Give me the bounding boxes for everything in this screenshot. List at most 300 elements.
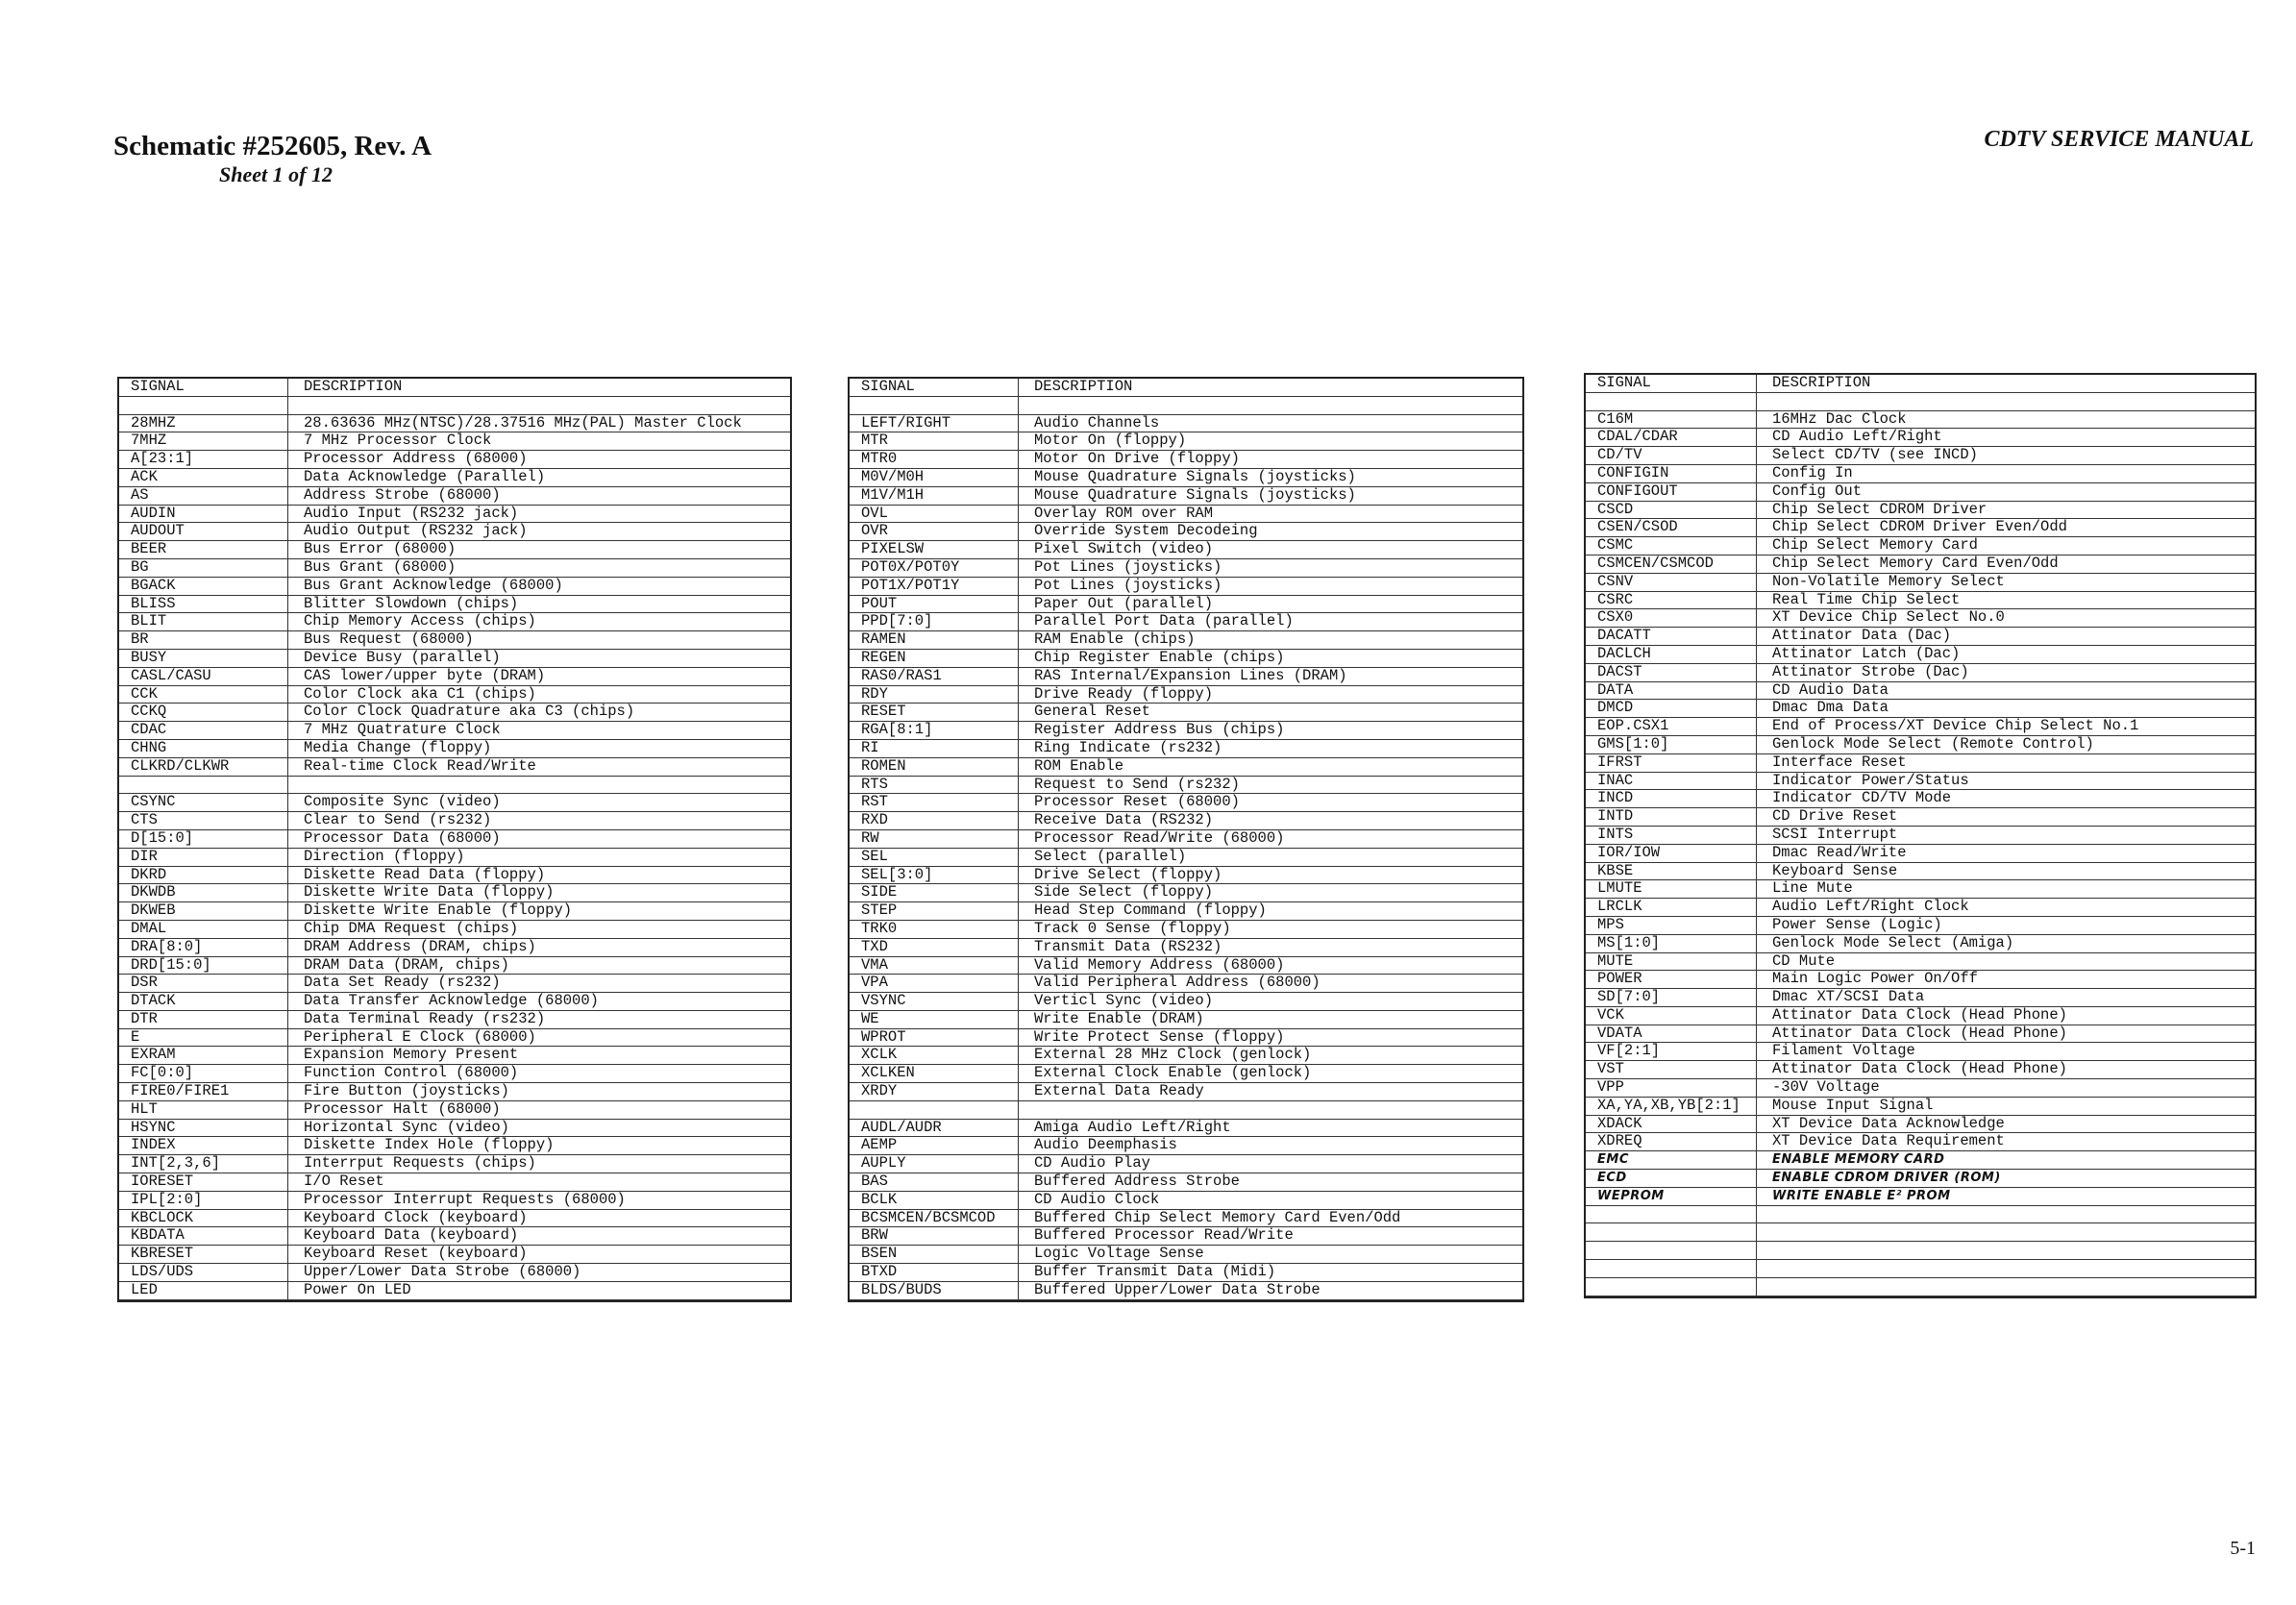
manual-title: CDTV SERVICE MANUAL <box>1984 127 2254 152</box>
signal-description: Genlock Mode Select (Remote Control) <box>1772 735 2094 753</box>
table-row <box>119 921 790 939</box>
table-row <box>1586 465 2255 483</box>
signal-description: ENABLE CDROM DRIVER (ROM) <box>1772 1171 2001 1186</box>
signal-name: CTS <box>119 812 288 829</box>
signal-name: VMA <box>850 957 1019 975</box>
signal-name: AS <box>119 487 288 505</box>
signal-name: DTACK <box>119 993 288 1010</box>
signal-column-header: SIGNAL <box>119 379 288 396</box>
signal-name: CSYNC <box>119 794 288 811</box>
signal-name: RXD <box>850 812 1019 829</box>
description-column-header: DESCRIPTION <box>304 379 403 395</box>
signal-description: Amiga Audio Left/Right <box>1034 1119 1231 1136</box>
signal-name: XRDY <box>850 1083 1019 1100</box>
signal-name: STEP <box>850 902 1019 920</box>
signal-name: INDEX <box>119 1137 288 1154</box>
signal-name: E <box>119 1029 288 1047</box>
signal-name: KBCLOCK <box>119 1210 288 1227</box>
signal-description: Processor Reset (68000) <box>1034 794 1240 811</box>
table-row <box>1586 411 2255 430</box>
table-row <box>119 1173 790 1192</box>
signal-description: CD Audio Clock <box>1034 1191 1160 1208</box>
table-row <box>1586 1170 2255 1188</box>
signal-name: OVR <box>850 523 1019 540</box>
signal-name: D[15:0] <box>119 830 288 848</box>
signal-description: Head Step Command (floppy) <box>1034 902 1267 920</box>
signal-name <box>1586 1260 1757 1277</box>
table-row <box>119 993 790 1011</box>
table-row <box>1586 953 2255 972</box>
signal-name: DATA <box>1586 682 1757 700</box>
signal-name: RST <box>850 794 1019 811</box>
signal-name: BLIT <box>119 613 288 630</box>
table-row <box>119 1137 790 1155</box>
signal-name: DKWDB <box>119 884 288 901</box>
signal-description: 16MHz Dac Clock <box>1772 410 1907 428</box>
signal-description <box>1757 1206 2255 1223</box>
signal-name: KBSE <box>1586 863 1757 880</box>
signal-description <box>1019 1101 1522 1119</box>
table-row <box>119 1029 790 1048</box>
signal-name: WEPROM <box>1586 1188 1757 1205</box>
signal-description: Clear to Send (rs232) <box>304 812 492 829</box>
signal-description: Paper Out (parallel) <box>1034 595 1214 612</box>
signal-name: BEER <box>119 541 288 558</box>
signal-description: Mouse Input Signal <box>1772 1097 1934 1114</box>
signal-description: Diskette Index Hole (floppy) <box>304 1137 555 1154</box>
signal-name <box>1586 1223 1757 1241</box>
table-row <box>850 1246 1522 1264</box>
signal-description: Address Strobe (68000) <box>304 486 501 504</box>
signal-description: Power Sense (Logic) <box>1772 916 1942 933</box>
signal-description <box>1019 397 1522 414</box>
signal-name: AUPLY <box>850 1155 1019 1173</box>
signal-name: INCD <box>1586 790 1757 807</box>
signal-description: 7 MHz Processor Clock <box>304 432 492 450</box>
signal-name: INTD <box>1586 808 1757 826</box>
table-row <box>850 451 1522 469</box>
table-row <box>119 777 790 795</box>
table-row <box>850 902 1522 921</box>
table-row <box>1586 917 2255 935</box>
table-row <box>850 1155 1522 1173</box>
table-row <box>850 650 1522 668</box>
signal-description: Processor Read/Write (68000) <box>1034 829 1285 847</box>
signal-description: Pot Lines (joysticks) <box>1034 577 1222 594</box>
signal-description: Diskette Write Data (floppy) <box>304 884 555 901</box>
signal-description: Valid Memory Address (68000) <box>1034 956 1285 974</box>
signal-description: Verticl Sync (video) <box>1034 993 1214 1010</box>
signal-name: DKWEB <box>119 902 288 920</box>
signal-name: INTS <box>1586 827 1757 844</box>
signal-description: Track 0 Sense (floppy) <box>1034 920 1231 937</box>
signal-name: PPD[7:0] <box>850 613 1019 630</box>
table-row <box>119 487 790 506</box>
table-row <box>119 432 790 451</box>
signal-description: Keyboard Reset (keyboard) <box>304 1246 528 1263</box>
signal-name: BR <box>119 631 288 649</box>
signal-description: Buffered Address Strobe <box>1034 1173 1240 1191</box>
signal-name: BCLK <box>850 1192 1019 1209</box>
table-row <box>119 1083 790 1101</box>
signal-description: SCSI Interrupt <box>1772 826 1898 843</box>
signal-description: Power On LED <box>304 1281 411 1298</box>
table-row <box>850 469 1522 487</box>
signal-description: Diskette Write Enable (floppy) <box>304 902 573 920</box>
table-row <box>1586 537 2255 556</box>
signal-description: Ring Indicate (rs232) <box>1034 739 1222 756</box>
signal-name: 28MHZ <box>119 415 288 432</box>
signal-description: Attinator Data Clock (Head Phone) <box>1772 1006 2067 1024</box>
signal-description: Processor Data (68000) <box>304 829 501 847</box>
signal-description: Interrput Requests (chips) <box>304 1155 536 1173</box>
signal-description: Data Terminal Ready (rs232) <box>304 1010 546 1027</box>
signal-description: Drive Select (floppy) <box>1034 866 1222 883</box>
table-row <box>1586 827 2255 845</box>
signal-name: IFRST <box>1586 754 1757 772</box>
signal-description: Attinator Data (Dac) <box>1772 628 1952 645</box>
signal-name: AUDL/AUDR <box>850 1120 1019 1137</box>
signal-description: Upper/Lower Data Strobe (68000) <box>304 1264 581 1281</box>
signal-description: Function Control (68000) <box>304 1065 519 1082</box>
signal-name: VF[2:1] <box>1586 1043 1757 1060</box>
signal-name: VDATA <box>1586 1025 1757 1043</box>
table-row <box>850 506 1522 524</box>
signal-description: Diskette Read Data (floppy) <box>304 866 546 883</box>
signal-name: DACST <box>1586 664 1757 681</box>
signal-name: VCK <box>1586 1007 1757 1025</box>
signal-description: ROM Enable <box>1034 757 1124 775</box>
table-row <box>119 1047 790 1065</box>
table-row <box>850 668 1522 686</box>
table-row <box>1586 483 2255 502</box>
signal-name: MPS <box>1586 917 1757 934</box>
signal-description: Bus Request (68000) <box>304 631 474 649</box>
signal-name: DACATT <box>1586 628 1757 645</box>
signal-description: Processor Halt (68000) <box>304 1100 501 1118</box>
signal-description: Dmac Dma Data <box>1772 700 1889 717</box>
signal-column-header: SIGNAL <box>1586 375 1757 392</box>
signal-name: DSR <box>119 975 288 992</box>
signal-name: CSNV <box>1586 574 1757 591</box>
signal-description: Drive Ready (floppy) <box>1034 685 1214 703</box>
signal-description: Dmac XT/SCSI Data <box>1772 989 1925 1006</box>
signal-name: IPL[2:0] <box>119 1192 288 1209</box>
signal-name: SEL <box>850 849 1019 866</box>
signal-description: XT Device Chip Select No.0 <box>1772 609 2005 627</box>
signal-description: ENABLE MEMORY CARD <box>1772 1152 1945 1168</box>
signal-name: RTS <box>850 777 1019 794</box>
table-row <box>119 596 790 614</box>
signal-name: XCLK <box>850 1047 1019 1064</box>
signal-name: BCSMCEN/BCSMCOD <box>850 1210 1019 1227</box>
signal-description: Transmit Data (RS232) <box>1034 938 1222 955</box>
signal-name: BG <box>119 559 288 577</box>
signal-description: Audio Left/Right Clock <box>1772 899 1969 916</box>
signal-name: FC[0:0] <box>119 1065 288 1082</box>
signal-table-3 <box>1584 373 2257 1298</box>
signal-description <box>288 397 790 414</box>
signal-description: Data Set Ready (rs232) <box>304 975 501 992</box>
signal-name: CLKRD/CLKWR <box>119 758 288 776</box>
table-row <box>1586 754 2255 773</box>
table-row <box>1586 447 2255 465</box>
signal-name: HSYNC <box>119 1120 288 1137</box>
table-row <box>850 1011 1522 1029</box>
schematic-title: Schematic #252605, Rev. A <box>113 131 432 161</box>
signal-description: Audio Output (RS232 jack) <box>304 523 528 540</box>
signal-name: LMUTE <box>1586 880 1757 898</box>
table-row <box>1586 556 2255 574</box>
signal-name <box>1586 1206 1757 1223</box>
table-row <box>119 1011 790 1029</box>
table-row <box>119 740 790 758</box>
signal-description: Keyboard Sense <box>1772 862 1898 879</box>
signal-description: Chip Select CDROM Driver Even/Odd <box>1772 519 2067 536</box>
signal-description: Chip DMA Request (chips) <box>304 920 519 937</box>
signal-description: Motor On (floppy) <box>1034 432 1187 450</box>
table-header-row <box>1586 375 2255 393</box>
signal-name: M1V/M1H <box>850 487 1019 505</box>
signal-name: EMC <box>1586 1151 1757 1169</box>
signal-description: CAS lower/upper byte (DRAM) <box>304 667 546 684</box>
signal-name: DIR <box>119 849 288 866</box>
table-row <box>850 559 1522 578</box>
signal-name: XDREQ <box>1586 1133 1757 1150</box>
description-column-header: DESCRIPTION <box>1034 379 1133 395</box>
signal-description: Interface Reset <box>1772 753 1907 771</box>
table-row <box>850 1227 1522 1246</box>
signal-name: VPP <box>1586 1079 1757 1097</box>
signal-description: Genlock Mode Select (Amiga) <box>1772 934 2014 951</box>
table-row <box>1586 736 2255 754</box>
signal-description: End of Process/XT Device Chip Select No.1 <box>1772 718 2139 735</box>
signal-name: LEFT/RIGHT <box>850 415 1019 432</box>
table-row <box>850 830 1522 849</box>
signal-description: WRITE ENABLE E² PROM <box>1772 1188 1951 1203</box>
table-row <box>119 849 790 867</box>
table-row <box>119 1227 790 1246</box>
signal-name: PIXELSW <box>850 541 1019 558</box>
table-row <box>850 884 1522 902</box>
signal-name: AUDIN <box>119 506 288 523</box>
signal-description: Media Change (floppy) <box>304 739 492 756</box>
signal-name: POT0X/POT0Y <box>850 559 1019 577</box>
signal-name: KBDATA <box>119 1227 288 1245</box>
table-row <box>1586 1223 2255 1242</box>
signal-name: TRK0 <box>850 921 1019 938</box>
signal-description: Bus Grant (68000) <box>304 558 457 576</box>
signal-description: Filament Voltage <box>1772 1043 1915 1060</box>
table-row <box>850 415 1522 433</box>
table-row <box>850 397 1522 415</box>
signal-description: Color Clock Quadrature aka C3 (chips) <box>304 704 635 721</box>
signal-description: Processor Interrupt Requests (68000) <box>304 1191 626 1208</box>
signal-name <box>1586 393 1757 410</box>
signal-name: SD[7:0] <box>1586 989 1757 1006</box>
signal-name: CSX0 <box>1586 609 1757 627</box>
signal-name: VSYNC <box>850 993 1019 1010</box>
signal-description: Attinator Strobe (Dac) <box>1772 663 1969 680</box>
signal-description: Audio Channels <box>1034 414 1160 432</box>
signal-name: BSEN <box>850 1246 1019 1263</box>
signal-name: CDAC <box>119 722 288 739</box>
signal-description: XT Device Data Acknowledge <box>1772 1115 2005 1132</box>
signal-name: CSCD <box>1586 502 1757 519</box>
signal-description: Mouse Quadrature Signals (joysticks) <box>1034 468 1356 485</box>
signal-name: CHNG <box>119 740 288 757</box>
table-row <box>119 650 790 668</box>
signal-description: Peripheral E Clock (68000) <box>304 1028 536 1046</box>
table-row <box>1586 1242 2255 1260</box>
table-row <box>1586 574 2255 592</box>
signal-name: BRW <box>850 1227 1019 1245</box>
signal-description: Chip Select CDROM Driver <box>1772 501 1987 518</box>
signal-description: Select CD/TV (see INCD) <box>1772 447 1978 464</box>
table-row <box>119 541 790 559</box>
table-row <box>119 668 790 686</box>
signal-description: Request to Send (rs232) <box>1034 776 1240 793</box>
signal-name: CD/TV <box>1586 447 1757 464</box>
signal-name: LRCLK <box>1586 899 1757 916</box>
signal-description: Chip Memory Access (chips) <box>304 613 536 630</box>
signal-description: Mouse Quadrature Signals (joysticks) <box>1034 486 1356 504</box>
table-header-row <box>850 379 1522 397</box>
table-row <box>1586 609 2255 628</box>
table-row <box>1586 863 2255 881</box>
signal-description <box>1757 1223 2255 1241</box>
signal-name: CSRC <box>1586 592 1757 609</box>
table-row <box>1586 1007 2255 1025</box>
signal-description: Data Acknowledge (Parallel) <box>304 468 546 485</box>
signal-description: Data Transfer Acknowledge (68000) <box>304 993 599 1010</box>
signal-description: Side Select (floppy) <box>1034 884 1214 901</box>
signal-description: Attinator Data Clock (Head Phone) <box>1772 1061 2067 1078</box>
signal-description: Line Mute <box>1772 880 1853 898</box>
sheet-number: Sheet 1 of 12 <box>219 162 333 186</box>
signal-name: CASL/CASU <box>119 668 288 685</box>
signal-name: CCKQ <box>119 704 288 721</box>
table-header-row <box>119 379 790 397</box>
signal-name: BLDS/BUDS <box>850 1282 1019 1299</box>
signal-name: ECD <box>1586 1170 1757 1187</box>
table-row <box>119 884 790 902</box>
signal-name: VST <box>1586 1061 1757 1078</box>
table-row <box>850 777 1522 795</box>
signal-name: RAS0/RAS1 <box>850 668 1019 685</box>
signal-description: Main Logic Power On/Off <box>1772 971 1978 988</box>
table-row <box>1586 502 2255 520</box>
signal-description <box>1757 1260 2255 1277</box>
signal-name: MTR <box>850 432 1019 450</box>
signal-description: Device Busy (parallel) <box>304 649 501 666</box>
table-row <box>1586 1260 2255 1278</box>
signal-description <box>288 777 790 794</box>
signal-name: HLT <box>119 1101 288 1119</box>
signal-name: ROMEN <box>850 758 1019 776</box>
signal-name: CSMC <box>1586 537 1757 555</box>
table-row <box>119 1101 790 1120</box>
signal-name <box>1586 1242 1757 1259</box>
signal-description: Direction (floppy) <box>304 848 465 865</box>
signal-name: ACK <box>119 469 288 486</box>
signal-name: POWER <box>1586 971 1757 988</box>
table-row <box>1586 682 2255 701</box>
signal-name: FIRE0/FIRE1 <box>119 1083 288 1100</box>
table-row <box>850 1264 1522 1282</box>
signal-description: Real-time Clock Read/Write <box>304 757 536 775</box>
table-row <box>119 1246 790 1264</box>
signal-description: Config Out <box>1772 482 1863 500</box>
table-row <box>1586 935 2255 953</box>
signal-name: REGEN <box>850 650 1019 667</box>
table-row <box>850 722 1522 740</box>
table-row <box>1586 1188 2255 1206</box>
signal-description: Write Protect Sense (floppy) <box>1034 1028 1285 1046</box>
signal-name: XDACK <box>1586 1116 1757 1133</box>
table-row <box>850 613 1522 631</box>
table-row <box>119 794 790 812</box>
signal-description <box>1757 1242 2255 1259</box>
table-row <box>1586 429 2255 447</box>
table-row <box>119 867 790 885</box>
table-row <box>1586 1043 2255 1061</box>
table-row <box>1586 628 2255 646</box>
table-row <box>850 1282 1522 1300</box>
table-row <box>119 902 790 921</box>
signal-description: CD Audio Data <box>1772 681 1889 699</box>
signal-name <box>850 1101 1019 1119</box>
signal-description: Expansion Memory Present <box>304 1047 519 1064</box>
signal-description: CD Audio Play <box>1034 1155 1150 1173</box>
table-row <box>119 722 790 740</box>
signal-description: CD Mute <box>1772 952 1836 970</box>
signal-name: CCK <box>119 686 288 704</box>
signal-name: A[23:1] <box>119 451 288 468</box>
signal-description: Write Enable (DRAM) <box>1034 1010 1204 1027</box>
table-row <box>1586 790 2255 808</box>
table-row <box>119 613 790 631</box>
table-row <box>119 523 790 541</box>
signal-name: BTXD <box>850 1264 1019 1281</box>
signal-name: XCLKEN <box>850 1065 1019 1082</box>
signal-name: CONFIGIN <box>1586 465 1757 482</box>
table-row <box>850 1029 1522 1048</box>
signal-description: Keyboard Data (keyboard) <box>304 1227 519 1245</box>
signal-name: OVL <box>850 506 1019 523</box>
signal-name: POUT <box>850 596 1019 613</box>
signal-description: XT Device Data Requirement <box>1772 1133 2005 1150</box>
signal-name: POT1X/POT1Y <box>850 578 1019 595</box>
signal-description: Valid Peripheral Address (68000) <box>1034 975 1321 992</box>
signal-description: RAS Internal/Expansion Lines (DRAM) <box>1034 667 1347 684</box>
signal-description: Pixel Switch (video) <box>1034 541 1214 558</box>
signal-description: Config In <box>1772 464 1853 482</box>
signal-description: Parallel Port Data (parallel) <box>1034 613 1294 630</box>
signal-name: CONFIGOUT <box>1586 483 1757 501</box>
signal-description: Receive Data (RS232) <box>1034 812 1214 829</box>
table-row <box>119 686 790 704</box>
signal-description: I/O Reset <box>304 1173 384 1191</box>
signal-table-2 <box>848 377 1524 1302</box>
page-number: 5-1 <box>2230 1538 2256 1559</box>
signal-description: Real Time Chip Select <box>1772 591 1961 608</box>
signal-name: DACLCH <box>1586 646 1757 663</box>
signal-description: Motor On Drive (floppy) <box>1034 451 1240 468</box>
table-row <box>119 704 790 722</box>
table-row <box>1586 1278 2255 1296</box>
table-row <box>1586 718 2255 736</box>
